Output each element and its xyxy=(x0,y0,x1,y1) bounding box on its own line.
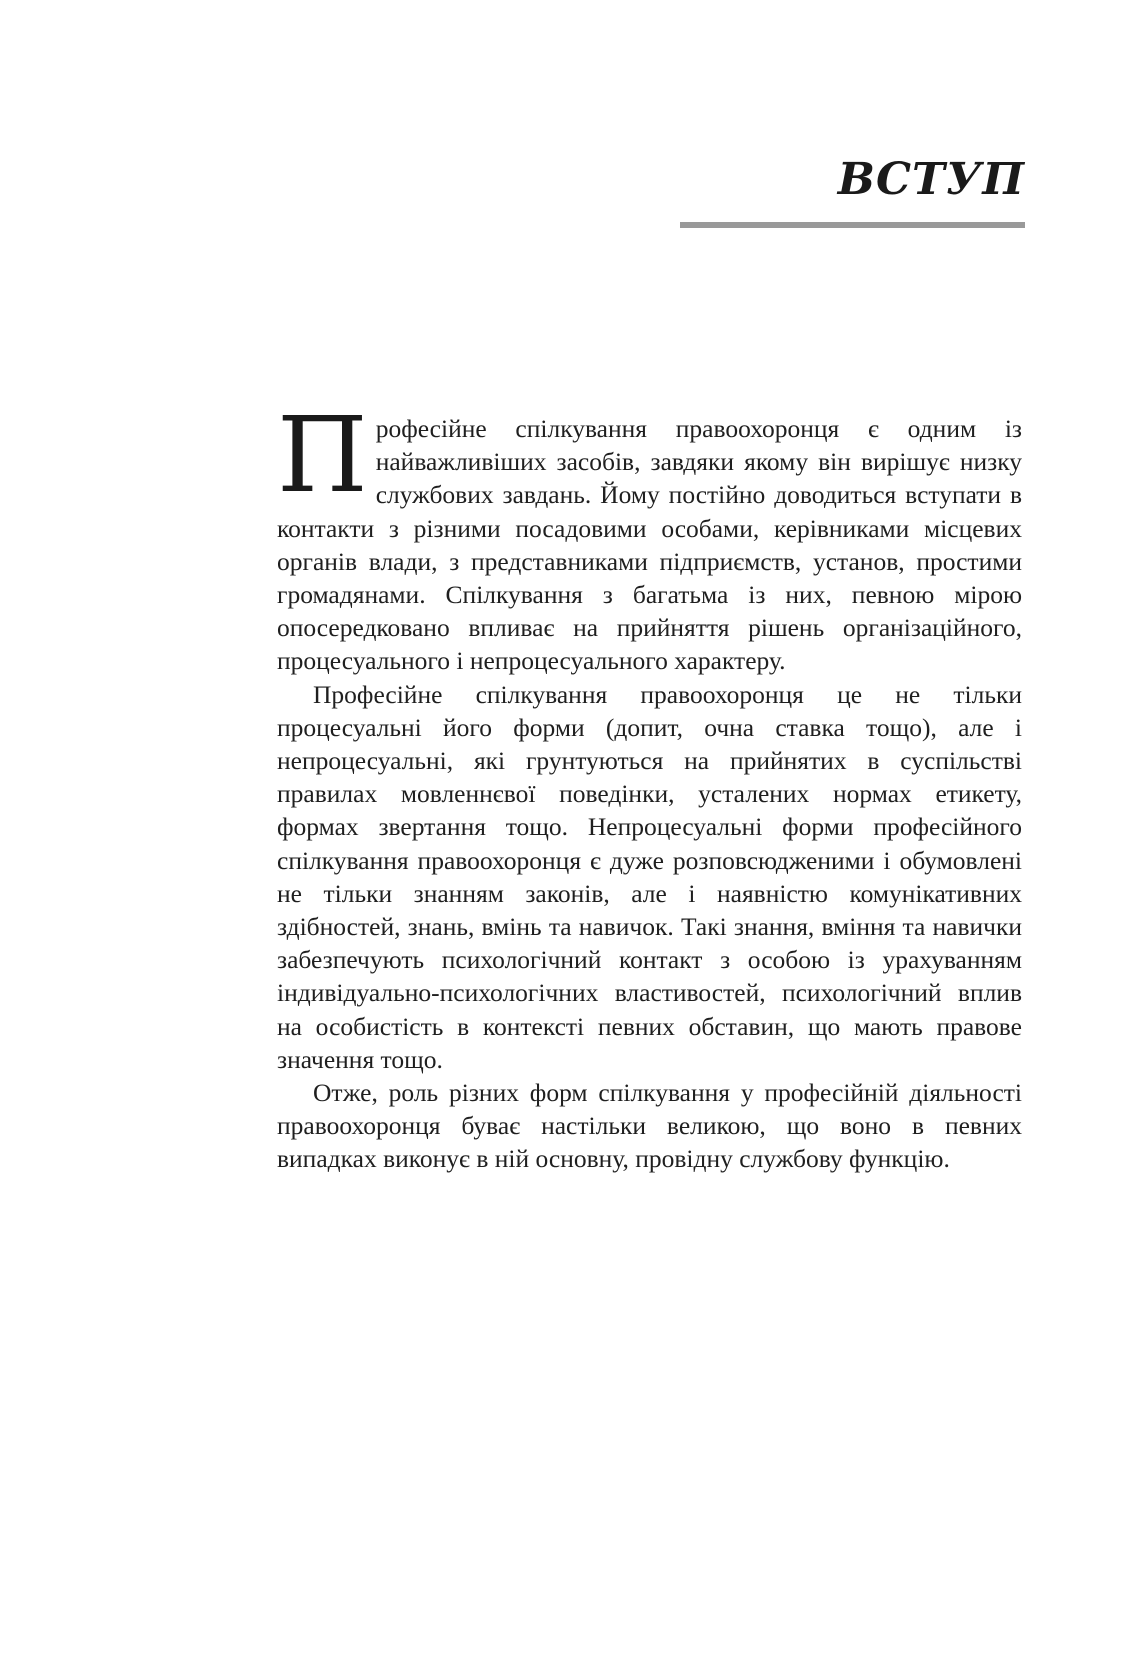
chapter-title: ВСТУП xyxy=(837,154,1025,205)
paragraph-1 xyxy=(277,394,1022,678)
paragraph-1-text: рофесійне спілкування правоохоронця є одним із найважливіших засобів, завдяки якому він вирішує низку службових завдань. Йому постійно доводиться вступати в контакти з різними посадовими особами, керівниками місцевих органів влади, з представниками підприємств, установ, простими громадянами. Спілкування з багатьма із них, певною мірою опосередковано впливає на прийняття рішень організаційного, процесуального і непроцесуального характеру. xyxy=(277,414,1022,676)
drop-cap: П xyxy=(277,394,368,516)
chapter-header xyxy=(680,150,1025,228)
body-text xyxy=(277,394,1022,1176)
title-rule xyxy=(680,222,1025,228)
paragraph-2: Професійне спілкування правоохоронця це не тільки процесуальні його форми (допит, очна ставка тощо), але і непроцесуальні, які грунтуються на прийнятих в суспільстві правилах мовленнєвої поведінки, усталених нормах етикету, формах звертання тощо. Непроцесуальні форми професійного спілкування правоохоронця є дуже розповсюдженими і обумовлені не тільки знанням законів, але і наявністю комунікативних здібностей, знань, вмінь та навичок. Такі знання, вміння та навички забезпечують психологічний контакт з особою із урахуванням індивідуально-психологічних властивостей, психологічний вплив на особистість в контексті певних обставин, що мають правове значення тощо. xyxy=(277,679,1022,1074)
paragraph-3: Отже, роль різних форм спілкування у професійній діяльності правоохоронця буває настільки великою, що воно в певних випадках виконує в ній основну, провідну службову функцію. xyxy=(277,1078,1022,1174)
